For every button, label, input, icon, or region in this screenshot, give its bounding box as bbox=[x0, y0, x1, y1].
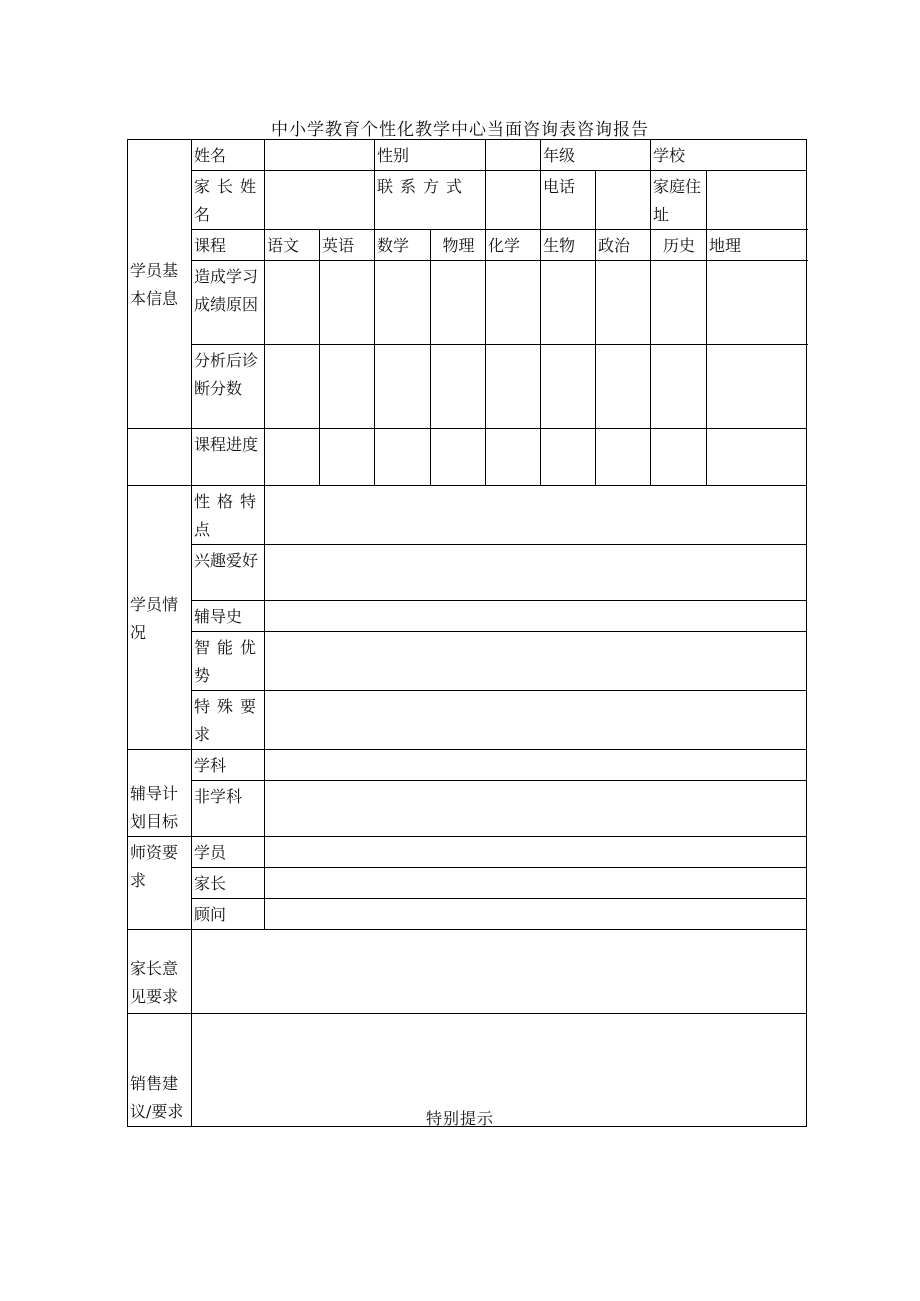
field-plan-subject[interactable] bbox=[265, 750, 807, 781]
cell-score-physics[interactable] bbox=[431, 345, 486, 429]
consultation-form-table bbox=[127, 139, 807, 1127]
section-student-situation-label: 学员情况 bbox=[128, 486, 192, 750]
subject-math: 数学 bbox=[375, 230, 431, 261]
cell-progress-english[interactable] bbox=[320, 429, 375, 486]
label-parent-name: 家长姓名 bbox=[192, 171, 265, 230]
label-contact: 联系方式 bbox=[375, 171, 486, 230]
subject-biology: 生物 bbox=[541, 230, 596, 261]
cell-score-chinese[interactable] bbox=[265, 345, 320, 429]
cell-progress-politics[interactable] bbox=[596, 429, 651, 486]
label-teacher-student: 学员 bbox=[192, 837, 265, 868]
cell-progress-geography[interactable] bbox=[707, 429, 807, 486]
field-contact[interactable] bbox=[486, 171, 541, 230]
label-intellectual-strength: 智能优势 bbox=[192, 632, 265, 691]
footer-note: 特别提示 bbox=[425, 1109, 494, 1128]
cell-reason-chinese[interactable] bbox=[265, 261, 320, 345]
field-gender[interactable] bbox=[486, 140, 541, 171]
subject-history: 历史 bbox=[651, 230, 707, 261]
label-sales-suggestion: 销售建议/要求 bbox=[128, 1014, 192, 1127]
label-grade-reason: 造成学习成绩原因 bbox=[192, 261, 265, 345]
label-course-progress: 课程进度 bbox=[192, 429, 265, 486]
cell-progress-chinese[interactable] bbox=[265, 429, 320, 486]
section-plan-target-label: 辅导计划目标 bbox=[128, 750, 192, 837]
field-character[interactable] bbox=[265, 486, 807, 545]
label-hobby: 兴趣爱好 bbox=[192, 545, 265, 601]
cell-progress-math[interactable] bbox=[375, 429, 431, 486]
cell-reason-history[interactable] bbox=[651, 261, 707, 345]
cell-progress-chemistry[interactable] bbox=[486, 429, 541, 486]
label-name: 姓名 bbox=[192, 140, 265, 171]
cell-reason-politics[interactable] bbox=[596, 261, 651, 345]
cell-score-english[interactable] bbox=[320, 345, 375, 429]
label-teacher-advisor: 顾问 bbox=[192, 899, 265, 930]
field-name[interactable] bbox=[265, 140, 375, 171]
field-address[interactable] bbox=[707, 171, 807, 230]
cell-progress-biology[interactable] bbox=[541, 429, 596, 486]
field-teacher-parent[interactable] bbox=[265, 868, 807, 899]
cell-score-geography[interactable] bbox=[707, 345, 807, 429]
field-parent-name[interactable] bbox=[265, 171, 375, 230]
subject-geography: 地理 bbox=[707, 230, 807, 261]
field-teacher-advisor[interactable] bbox=[265, 899, 807, 930]
label-tutoring-history: 辅导史 bbox=[192, 601, 265, 632]
field-teacher-student[interactable] bbox=[265, 837, 807, 868]
field-plan-non-subject[interactable] bbox=[265, 781, 807, 837]
section-blank-cell bbox=[128, 429, 192, 486]
subject-chinese: 语文 bbox=[265, 230, 320, 261]
label-character: 性格特点 bbox=[192, 486, 265, 545]
field-intellectual-strength[interactable] bbox=[265, 632, 807, 691]
section-teacher-requirement-label: 师资要求 bbox=[128, 837, 192, 930]
subject-english: 英语 bbox=[320, 230, 375, 261]
cell-progress-history[interactable] bbox=[651, 429, 707, 486]
cell-score-chemistry[interactable] bbox=[486, 345, 541, 429]
label-teacher-parent: 家长 bbox=[192, 868, 265, 899]
cell-progress-physics[interactable] bbox=[431, 429, 486, 486]
label-address: 家庭住址 bbox=[651, 171, 707, 230]
cell-score-politics[interactable] bbox=[596, 345, 651, 429]
field-tutoring-history[interactable] bbox=[265, 601, 807, 632]
section-basic-info-label: 学员基本信息 bbox=[128, 140, 192, 429]
subject-politics: 政治 bbox=[596, 230, 651, 261]
cell-score-history[interactable] bbox=[651, 345, 707, 429]
label-plan-subject: 学科 bbox=[192, 750, 265, 781]
cell-reason-math[interactable] bbox=[375, 261, 431, 345]
cell-reason-physics[interactable] bbox=[431, 261, 486, 345]
document-title: 中小学教育个性化教学中心当面咨询表咨询报告 bbox=[271, 120, 649, 140]
cell-score-biology[interactable] bbox=[541, 345, 596, 429]
label-parent-opinion: 家长意见要求 bbox=[128, 930, 192, 1014]
field-special-request[interactable] bbox=[265, 691, 807, 750]
label-phone: 电话 bbox=[541, 171, 596, 230]
label-diagnosis-score: 分析后诊断分数 bbox=[192, 345, 265, 429]
field-parent-opinion[interactable] bbox=[192, 930, 807, 1014]
subject-chemistry: 化学 bbox=[486, 230, 541, 261]
field-phone[interactable] bbox=[596, 171, 651, 230]
label-grade: 年级 bbox=[541, 140, 651, 171]
cell-score-math[interactable] bbox=[375, 345, 431, 429]
cell-reason-geography[interactable] bbox=[707, 261, 807, 345]
subject-physics: 物理 bbox=[431, 230, 486, 261]
label-gender: 性别 bbox=[375, 140, 486, 171]
label-school: 学校 bbox=[651, 140, 807, 171]
label-plan-non-subject: 非学科 bbox=[192, 781, 265, 837]
cell-reason-chemistry[interactable] bbox=[486, 261, 541, 345]
cell-reason-english[interactable] bbox=[320, 261, 375, 345]
field-hobby[interactable] bbox=[265, 545, 807, 601]
label-special-request: 特殊要求 bbox=[192, 691, 265, 750]
label-course: 课程 bbox=[192, 230, 265, 261]
cell-reason-biology[interactable] bbox=[541, 261, 596, 345]
